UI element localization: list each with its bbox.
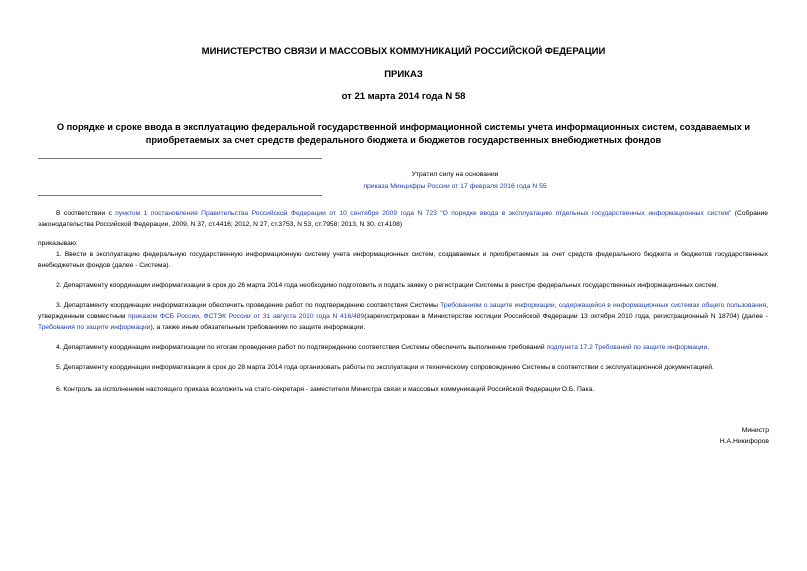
item-3-text-1: 3. Департаменту координации информатизации обеспечить проведение работ по подтверждению соответствия Системы [56,302,441,309]
divider-bottom [38,195,322,196]
item-3-text-2: , утвержденным совместным [38,302,769,320]
item-3 [38,300,768,333]
item-4-text-2: . [707,344,710,351]
signature-block [720,425,769,447]
lost-force-link[interactable]: приказа Минцифры России от 17 февраля 2016 года N 55 [363,183,547,190]
item-3-link-2[interactable]: приказом ФСБ России, ФСТЭК России от 31 августа 2010 года N 416/489 [128,313,365,320]
preamble-link[interactable]: пунктом 1 постановления Правительства Российской Федерации от 10 сентября 2009 года N 723 "О порядке ввода в эксплуатацию отдельных государственных информационных систем" [115,210,732,217]
preamble-text-2: (Собрание законодательства Российской Федерации, 2009, N 37, ст.4416; 2012, N 27, ст.3753, N 53, ст.7958; 2013, N 30, ст.4108) [38,210,768,228]
ministry-heading: МИНИСТЕРСТВО СВЯЗИ И МАССОВЫХ КОММУНИКАЦИЙ РОССИЙСКОЙ ФЕДЕРАЦИИ [201,46,606,57]
lost-force-note [250,169,660,193]
item-2: 2. Департаменту координации информатизации в срок до 26 марта 2014 года необходимо подготовить и подать заявку о регистрации Системы в реестре федеральных государственных информационных систем. [56,282,719,289]
item-6: 6. Контроль за исполнением настоящего приказа возложить на статс-секретаря - заместителя Министра связи и массовых коммуникаций Российской Федерации О.Б. Пака. [56,386,595,393]
item-1: 1. Ввести в эксплуатацию федеральную государственную информационную систему учета информационных систем, создаваемых и приобретаемых за счет средств федерального бюджета и бюджетов государственных внебюджетных фондов (далее - Система). [38,251,768,269]
preamble-paragraph [38,208,768,230]
lost-force-text: Утратил силу на основании [411,171,499,178]
signature-name: Н.А.Никифоров [719,438,769,445]
item-4-text-1: 4. Департаменту координации информатизации по итогам проведения работ по подтверждению соответствия Системы обеспечить выполнение требований [56,344,547,351]
item-3-text-3: (зарегистрирован в Министерстве юстиции Российской Федерации 13 октября 2010 года, регистрационный N 18704) (далее - [364,313,768,320]
item-3-text-4: ), а также иным обязательным требованиям по защите информации. [150,324,366,331]
order-word: приказываю: [38,240,78,247]
divider-top [38,158,322,159]
preamble-text-1: В соответствии с [56,210,116,217]
item-5: 5. Департаменту координации информатизации в срок до 28 марта 2014 года организовать работы по эксплуатации и техническому сопровождению Системы в соответствии с эксплуатационной документацией. [56,364,714,371]
item-3-link-3[interactable]: Требования по защите информации [38,324,151,331]
doc-type-heading: ПРИКАЗ [384,69,423,80]
document-title: О порядке и сроке ввода в эксплуатацию федеральной государственной информационной системы учета информационных систем, создаваемых и приобретаемых за счет средств федерального бюджета и бюджетов государственных внебюджетных фондов [56,122,751,145]
item-4 [38,342,768,353]
item-4-link[interactable]: подпункта 17.2 Требований по защите информации [546,344,708,351]
date-number-heading: от 21 марта 2014 года N 58 [341,91,466,102]
signature-position: Министр [741,427,769,434]
item-3-link-1[interactable]: Требованиям о защите информации, содержащейся в информационных системах общего пользования [440,302,767,309]
